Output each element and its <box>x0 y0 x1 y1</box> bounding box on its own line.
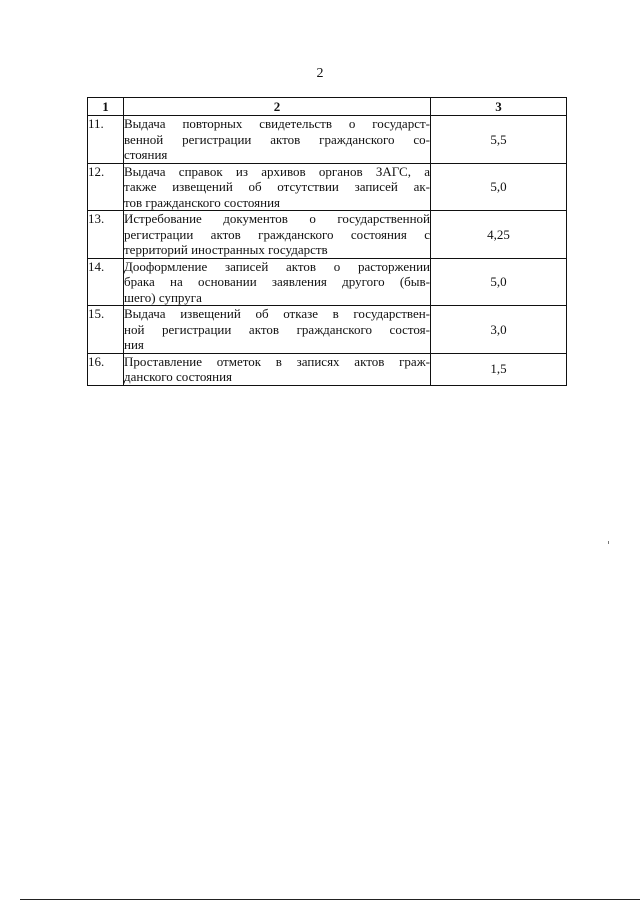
row-value: 1,5 <box>431 353 567 385</box>
table-row <box>88 353 567 385</box>
description-line: Выдача повторных свидетельств о государст- <box>124 116 430 131</box>
page-number: 2 <box>316 66 324 81</box>
row-description <box>124 116 431 164</box>
row-number: 14. <box>88 258 124 306</box>
row-value: 3,0 <box>431 306 567 354</box>
description-line: Истребование документов о государственной <box>124 211 430 226</box>
row-description <box>124 306 431 354</box>
table-row <box>88 211 567 259</box>
description-line: территорий иностранных государств <box>124 242 328 257</box>
table-row <box>88 163 567 211</box>
description-line: шего) супруга <box>124 289 202 305</box>
description-line: ния <box>124 337 144 352</box>
description-line: данского состояния <box>124 369 233 384</box>
row-description <box>124 211 431 259</box>
description-line: Дооформление записей актов о расторжении <box>124 258 430 274</box>
table-row <box>88 306 567 354</box>
description-line: Проставление отметок в записях актов граж- <box>124 353 430 369</box>
description-line: ной регистрации актов гражданского состоя- <box>124 321 430 337</box>
table-row <box>88 116 567 164</box>
column-header-description: 2 <box>124 98 431 116</box>
row-value: 5,0 <box>431 258 567 306</box>
row-value: 4,25 <box>431 211 567 259</box>
description-line: регистрации актов гражданского состояния с <box>124 226 430 242</box>
description-line: брака на основании заявления другого (быв- <box>124 274 430 289</box>
row-number: 13. <box>88 211 124 259</box>
row-description <box>124 163 431 211</box>
row-number: 12. <box>88 163 124 211</box>
row-number: 15. <box>88 306 124 354</box>
column-header-value: 3 <box>431 98 567 116</box>
row-value: 5,5 <box>431 116 567 164</box>
description-line: стояния <box>124 147 168 162</box>
table-header-row <box>88 98 567 116</box>
bottom-edge-rule <box>20 899 640 900</box>
column-header-number: 1 <box>88 98 124 116</box>
row-number: 11. <box>88 116 124 164</box>
description-line: Выдача справок из архивов органов ЗАГС, а <box>124 163 430 179</box>
description-line: венной регистрации актов гражданского со- <box>124 131 430 147</box>
row-value: 5,0 <box>431 163 567 211</box>
fee-table <box>87 97 567 386</box>
row-description <box>124 258 431 306</box>
description-line: Выдача извещений об отказе в государствен- <box>124 306 430 321</box>
row-number: 16. <box>88 353 124 385</box>
description-line: тов гражданского состояния <box>124 194 281 210</box>
description-line: также извещений об отсутствии записей ак- <box>124 179 430 194</box>
scan-speck <box>608 541 609 544</box>
table-row <box>88 258 567 306</box>
row-description <box>124 353 431 385</box>
